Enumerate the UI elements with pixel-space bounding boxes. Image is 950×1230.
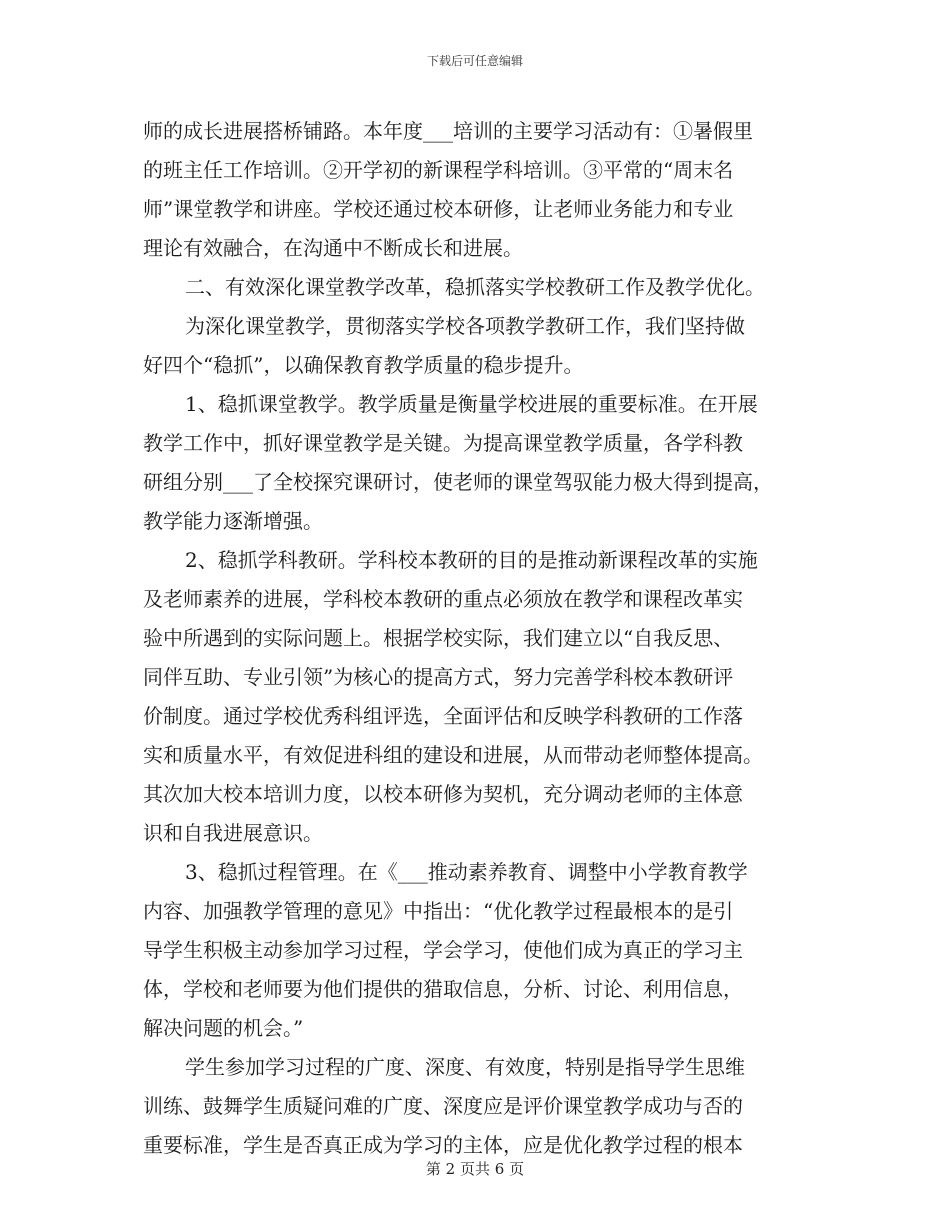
text-line: 为深化课堂教学，贯彻落实学校各项教学教研工作，我们坚持做 <box>185 314 745 338</box>
text-line: 解决问题的机会。” <box>143 1016 304 1040</box>
text-line: 2、稳抓学科教研。学科校本教研的目的是推动新课程改革的实施 <box>185 548 758 572</box>
text-line: 教学工作中，抓好课堂教学是关键。为提高课堂教学质量，各学科教 <box>143 431 743 455</box>
text-line: 的班主任工作培训。②开学初的新课程学科培训。③平常的“周末名 <box>143 158 734 182</box>
text-line: 学生参加学习过程的广度、深度、有效度，特别是指导学生思维 <box>185 1055 745 1079</box>
text-line: 师”课堂教学和讲座。学校还通过校本研修，让老师业务能力和专业 <box>143 197 734 221</box>
text-line: 研组分别___了全校探究课研讨，使老师的课堂驾驭能力极大得到提高， <box>143 470 773 494</box>
text-line: 导学生积极主动参加学习过程，学会学习，使他们成为真正的学习主 <box>143 938 743 962</box>
section-heading: 二、有效深化课堂教学改革，稳抓落实学校教研工作及教学优化。 <box>185 275 765 299</box>
text-line: 理论有效融合，在沟通中不断成长和进展。 <box>143 236 523 260</box>
text-line: 内容、加强教学管理的意见》中指出：“优化教学过程最根本的是引 <box>143 899 734 923</box>
text-line: 价制度。通过学校优秀科组评选，全面评估和反映学科教研的工作落 <box>143 704 743 728</box>
text-line: 及老师素养的进展，学科校本教研的重点必须放在教学和课程改革实 <box>143 587 743 611</box>
text-line: 好四个“稳抓”，以确保教育教学质量的稳步提升。 <box>143 353 584 377</box>
text-line: 识和自我进展意识。 <box>143 821 323 845</box>
page-header: 下载后可任意编辑 <box>426 54 523 68</box>
text-line: 体，学校和老师要为他们提供的猎取信息，分析、讨论、利用信息， <box>143 977 743 1001</box>
text-line: 师的成长进展搭桥铺路。本年度___培训的主要学习活动有：①暑假里 <box>143 119 753 143</box>
text-line: 教学能力逐渐增强。 <box>143 509 323 533</box>
text-line: 验中所遇到的实际问题上。根据学校实际，我们建立以“自我反思、 <box>143 626 734 650</box>
text-line: 实和质量水平，有效促进科组的建设和进展，从而带动老师整体提高。 <box>143 743 763 767</box>
text-line: 1、稳抓课堂教学。教学质量是衡量学校进展的重要标准。在开展 <box>185 392 758 416</box>
text-line: 其次加大校本培训力度，以校本研修为契机，充分调动老师的主体意 <box>143 782 743 806</box>
text-line: 3、稳抓过程管理。在《___推动素养教育、调整中小学教育教学 <box>185 860 748 884</box>
text-line: 同伴互助、专业引领”为核心的提高方式，努力完善学科校本教研评 <box>143 665 734 689</box>
text-line: 训练、鼓舞学生质疑问难的广度、深度应是评价课堂教学成功与否的 <box>143 1094 743 1118</box>
text-line: 重要标准，学生是否真正成为学习的主体，应是优化教学过程的根本 <box>143 1133 743 1157</box>
page-number-footer: 第 2 页共 6 页 <box>425 1160 525 1178</box>
document-body <box>143 112 823 1165</box>
